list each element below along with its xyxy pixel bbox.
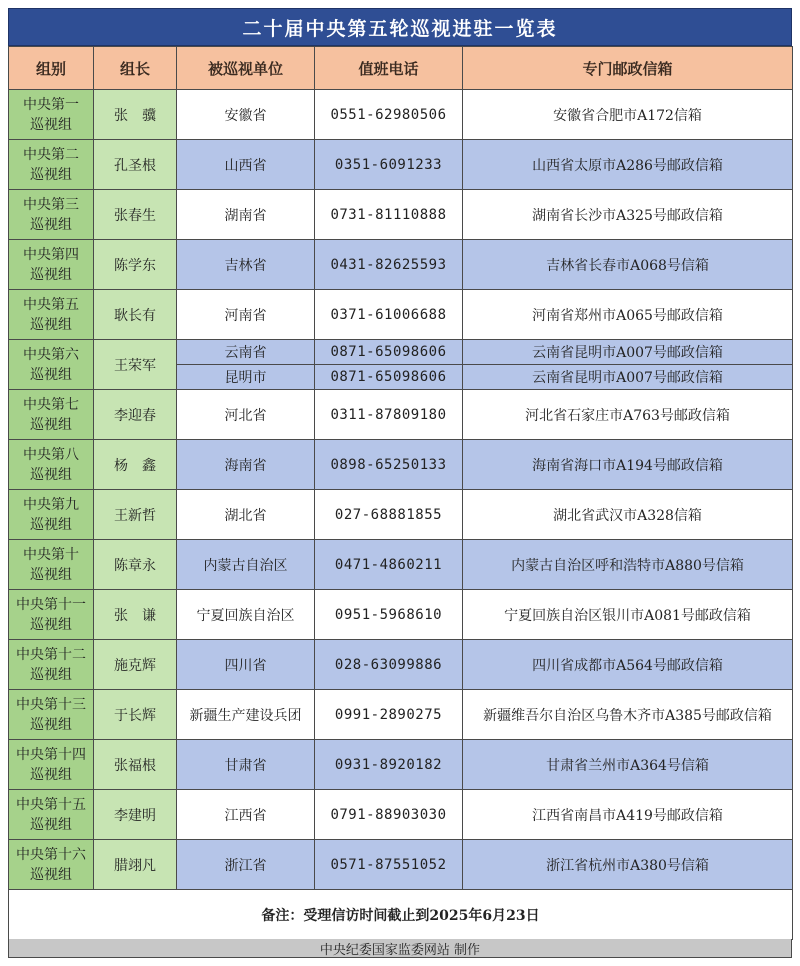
group-cell (9, 540, 94, 590)
leader-cell: 王荣军 (94, 340, 177, 390)
group-cell (9, 90, 94, 140)
leader-cell: 王新哲 (94, 490, 177, 540)
group-cell (9, 690, 94, 740)
phone-cell: 0731-81110888 (315, 190, 463, 240)
phone-cell: 027-68881855 (315, 490, 463, 540)
group-cell (9, 390, 94, 440)
mailbox-cell: 甘肃省兰州市A364号信箱 (463, 740, 793, 790)
mailbox-cell: 安徽省合肥市A172信箱 (463, 90, 793, 140)
mailbox-cell: 湖南省长沙市A325号邮政信箱 (463, 190, 793, 240)
leader-cell: 施克辉 (94, 640, 177, 690)
header-group: 组别 (9, 47, 94, 90)
header-phone: 值班电话 (315, 47, 463, 90)
group-name-line: 中央第一 (23, 96, 79, 113)
phone-cell: 0931-8920182 (315, 740, 463, 790)
group-cell (9, 740, 94, 790)
group-name-line: 中央第三 (23, 196, 79, 213)
table-row (9, 540, 793, 590)
leader-cell: 张春生 (94, 190, 177, 240)
phone-cell: 0991-2890275 (315, 690, 463, 740)
table-row (9, 290, 793, 340)
table-title: 二十届中央第五轮巡视进驻一览表 (8, 8, 792, 46)
footer-credit: 中央纪委国家监委网站 制作 (8, 939, 792, 958)
group-name-line: 巡视组 (30, 616, 72, 633)
unit-cell: 吉林省 (177, 240, 315, 290)
mailbox-cell: 河南省郑州市A065号邮政信箱 (463, 290, 793, 340)
mailbox-cell: 江西省南昌市A419号邮政信箱 (463, 790, 793, 840)
phone-cell: 0311-87809180 (315, 390, 463, 440)
group-cell (9, 490, 94, 540)
phone-cell: 028-63099886 (315, 640, 463, 690)
unit-cell: 安徽省 (177, 90, 315, 140)
unit-cell: 甘肃省 (177, 740, 315, 790)
group-name-line: 巡视组 (30, 366, 72, 383)
group-cell (9, 190, 94, 240)
table-row (9, 690, 793, 740)
mailbox-cell: 云南省昆明市A007号邮政信箱 (463, 340, 793, 365)
group-name-line: 中央第十三 (16, 696, 86, 713)
group-name-line: 巡视组 (30, 466, 72, 483)
unit-cell: 浙江省 (177, 840, 315, 890)
group-cell (9, 290, 94, 340)
group-cell (9, 140, 94, 190)
leader-cell: 腊翊凡 (94, 840, 177, 890)
group-name-line: 中央第九 (23, 496, 79, 513)
phone-cell: 0791-88903030 (315, 790, 463, 840)
group-name-line: 中央第十六 (16, 846, 86, 863)
header-leader: 组长 (94, 47, 177, 90)
table-row (9, 190, 793, 240)
leader-cell: 陈学东 (94, 240, 177, 290)
unit-cell: 湖北省 (177, 490, 315, 540)
unit-cell: 湖南省 (177, 190, 315, 240)
group-name-line: 巡视组 (30, 716, 72, 733)
group-cell (9, 590, 94, 640)
group-name-line: 中央第五 (23, 296, 79, 313)
mailbox-cell: 山西省太原市A286号邮政信箱 (463, 140, 793, 190)
mailbox-cell: 内蒙古自治区呼和浩特市A880号信箱 (463, 540, 793, 590)
group-name-line: 巡视组 (30, 566, 72, 583)
mailbox-cell: 浙江省杭州市A380号信箱 (463, 840, 793, 890)
group-name-line: 中央第四 (23, 246, 79, 263)
group-name-line: 中央第十二 (16, 646, 86, 663)
unit-cell: 海南省 (177, 440, 315, 490)
group-name-line: 中央第二 (23, 146, 79, 163)
group-name-line: 巡视组 (30, 266, 72, 283)
table-row (9, 840, 793, 890)
table-row (9, 390, 793, 440)
table-row (9, 340, 793, 365)
unit-cell: 内蒙古自治区 (177, 540, 315, 590)
phone-cell: 0351-6091233 (315, 140, 463, 190)
unit-cell: 江西省 (177, 790, 315, 840)
phone-cell: 0371-61006688 (315, 290, 463, 340)
group-name-line: 中央第十一 (16, 596, 86, 613)
group-cell (9, 790, 94, 840)
mailbox-cell: 吉林省长春市A068号信箱 (463, 240, 793, 290)
table-row (9, 90, 793, 140)
leader-cell: 张 谦 (94, 590, 177, 640)
unit-cell: 宁夏回族自治区 (177, 590, 315, 640)
phone-cell: 0951-5968610 (315, 590, 463, 640)
header-mailbox: 专门邮政信箱 (463, 47, 793, 90)
table-row (9, 440, 793, 490)
group-name-line: 中央第十四 (16, 746, 86, 763)
table-row (9, 240, 793, 290)
leader-cell: 陈章永 (94, 540, 177, 590)
table-row (9, 740, 793, 790)
leader-cell: 孔圣根 (94, 140, 177, 190)
group-name-line: 中央第十 (23, 546, 79, 563)
leader-cell: 李建明 (94, 790, 177, 840)
table-row (9, 790, 793, 840)
unit-cell: 山西省 (177, 140, 315, 190)
group-name-line: 巡视组 (30, 316, 72, 333)
group-name-line: 中央第六 (23, 346, 79, 363)
mailbox-cell: 四川省成都市A564号邮政信箱 (463, 640, 793, 690)
table-body (9, 90, 793, 890)
group-name-line: 中央第十五 (16, 796, 86, 813)
group-name-line: 中央第八 (23, 446, 79, 463)
group-name-line: 巡视组 (30, 766, 72, 783)
unit-cell: 新疆生产建设兵团 (177, 690, 315, 740)
group-name-line: 巡视组 (30, 166, 72, 183)
group-cell (9, 840, 94, 890)
leader-cell: 张 骥 (94, 90, 177, 140)
mailbox-cell: 云南省昆明市A007号邮政信箱 (463, 365, 793, 390)
leader-cell: 耿长有 (94, 290, 177, 340)
phone-cell: 0431-82625593 (315, 240, 463, 290)
phone-cell: 0871-65098606 (315, 365, 463, 390)
group-name-line: 巡视组 (30, 416, 72, 433)
group-cell (9, 340, 94, 390)
group-cell (9, 440, 94, 490)
inspection-table (8, 46, 793, 940)
header-unit: 被巡视单位 (177, 47, 315, 90)
group-name-line: 巡视组 (30, 816, 72, 833)
unit-cell: 昆明市 (177, 365, 315, 390)
group-name-line: 巡视组 (30, 216, 72, 233)
group-name-line: 巡视组 (30, 866, 72, 883)
unit-cell: 云南省 (177, 340, 315, 365)
mailbox-cell: 河北省石家庄市A763号邮政信箱 (463, 390, 793, 440)
group-name-line: 巡视组 (30, 116, 72, 133)
phone-cell: 0871-65098606 (315, 340, 463, 365)
mailbox-cell: 宁夏回族自治区银川市A081号邮政信箱 (463, 590, 793, 640)
leader-cell: 于长辉 (94, 690, 177, 740)
group-cell (9, 240, 94, 290)
table-row (9, 140, 793, 190)
table-row (9, 590, 793, 640)
mailbox-cell: 湖北省武汉市A328信箱 (463, 490, 793, 540)
phone-cell: 0551-62980506 (315, 90, 463, 140)
note-text: 备注：受理信访时间截止到2025年6月23日 (9, 890, 793, 940)
phone-cell: 0898-65250133 (315, 440, 463, 490)
leader-cell: 杨 鑫 (94, 440, 177, 490)
leader-cell: 张福根 (94, 740, 177, 790)
group-name-line: 巡视组 (30, 516, 72, 533)
mailbox-cell: 海南省海口市A194号邮政信箱 (463, 440, 793, 490)
phone-cell: 0571-87551052 (315, 840, 463, 890)
table-row (9, 640, 793, 690)
leader-cell: 李迎春 (94, 390, 177, 440)
unit-cell: 四川省 (177, 640, 315, 690)
group-name-line: 中央第七 (23, 396, 79, 413)
mailbox-cell: 新疆维吾尔自治区乌鲁木齐市A385号邮政信箱 (463, 690, 793, 740)
unit-cell: 河南省 (177, 290, 315, 340)
table-row (9, 490, 793, 540)
group-name-line: 巡视组 (30, 666, 72, 683)
unit-cell: 河北省 (177, 390, 315, 440)
phone-cell: 0471-4860211 (315, 540, 463, 590)
group-cell (9, 640, 94, 690)
